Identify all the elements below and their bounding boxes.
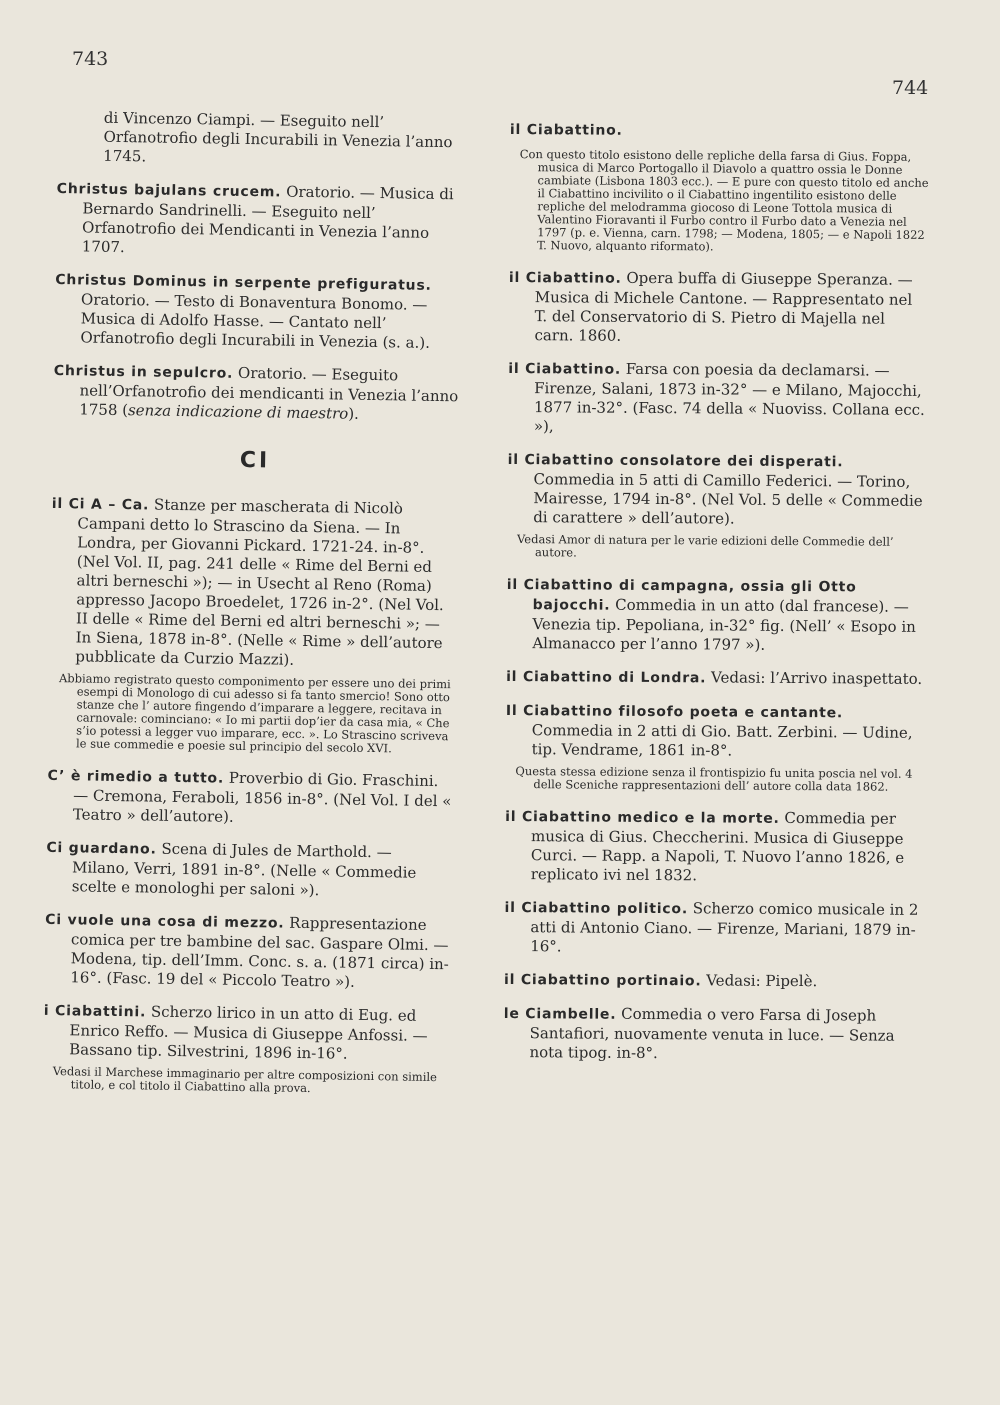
entry-text: Oratorio. — Testo di Bonaventura Bonomo. — Musica di Adolfo Hasse. — Cantato nell’ Orfanotrofio degli Incurabili in Venezia (s. a.). [80, 290, 431, 352]
entry-text: Commedia o vero Farsa di Joseph Santafiori, nuovamente venuta in luce. — Senza nota tipog. in-8°. [529, 1004, 895, 1063]
entry-ciabattino-1 [510, 120, 930, 143]
entry-headword: le Ciambelle. [503, 1005, 617, 1023]
entry-headword: il Ciabattino consolatore dei disperati. [507, 451, 844, 471]
entry-headword: i Ciabattini. [43, 1002, 147, 1021]
entry-ci-guardano [46, 838, 452, 902]
entry-rimedio [47, 766, 453, 830]
entry-ciabattino-consolatore [507, 450, 928, 530]
entry-text: Proverbio di Gio. Fraschini. — Cremona, Feraboli, 1856 in-8°. (Nel Vol. I del « Teatro » dell’autore). [72, 768, 452, 826]
entry-tail: ). [348, 404, 360, 423]
entry-text: di Vincenzo Ciampi. — Eseguito nell’ Orfanotrofio degli Incurabili in Venezia l’anno 1745. [103, 108, 453, 166]
entry-ciabattino-londra [506, 667, 926, 690]
entry-headword: il Ciabattino politico. [504, 899, 689, 918]
entry-ciambelle [503, 1004, 923, 1065]
entry-ciabattino-campagna [506, 575, 927, 656]
entry-ci-a-ca [49, 494, 457, 672]
right-column [503, 120, 930, 1079]
entry-headword: il Ci A – Ca. [51, 495, 150, 514]
entry-ciabattino-2 [508, 268, 929, 348]
entry-text: Commedia in 2 atti di Gio. Batt. Zerbini. — Udine, tip. Vendrame, 1861 in-8°. [531, 721, 913, 760]
entry-note: Vedasi il Marchese immaginario per altre composizioni con simile titolo, e col titolo il Ciabattino alla prova. [52, 1064, 438, 1096]
entry-note: Vedasi Amor di natura per le varie edizioni delle Commedie dell’ autore. [517, 532, 894, 560]
entry-headword: Ci vuole una cosa di mezzo. [45, 911, 285, 932]
entry-note: Abbiamo registrato questo componimento per essere uno dei primi esempi di Monologo di cui adesso si fa tanto smercio! Sono otto stanze che l’ autore fingendo d’imparare a leggere, recitava in carnovale: cominciano: « Io mi partii dop’ier da casa mia, « Che s’io potessi a legger vuo imparare, ecc. ». Lo Strascino scriveva le sue commedie e poesie sul principio del secolo XVI. [58, 671, 451, 756]
entry-text: Scena di Jules de Marthold. — Milano, Verri, 1891 in-8°. (Nelle « Commedie scelte e monologhi per saloni »). [71, 839, 417, 900]
page-number-right: 744 [892, 77, 929, 99]
entry-headword: Christus Dominus in serpente prefiguratus. [55, 271, 432, 294]
entry-text: Farsa con poesia da declamarsi. — Firenze, Salani, 1873 in-32° — e Milano, Majocchi, 1877 in-32°. (Fasc. 74 della « Nuoviss. Collana ecc. »), [533, 359, 925, 436]
entry-text: Commedia in un atto (dal francese). — Venezia tip. Pepoliana, in-32° fig. (Nell’ « Esopo in Almanacco per l’anno 1797 »). [532, 595, 916, 654]
entry-headword: il Ciabattino di campagna, ossia gli Otto bajocchi. [506, 576, 857, 614]
entry-text: Opera buffa di Giuseppe Speranza. — Musica di Michele Cantone. — Rappresentato nel T. del Conservatorio di S. Pietro di Majella nel carn. 1860. [534, 268, 913, 345]
entry-text: Oratorio. — Musica di Bernardo Sandrinelli. — Eseguito nell’ Orfanotrofio dei Mendicanti in Venezia l’anno 1707. [81, 182, 454, 257]
entry-headword: il Ciabattino portinaio. [503, 971, 702, 990]
entry-headword: il Ciabattino. [508, 269, 622, 287]
entry-headword: Christus bajulans crucem. [56, 180, 282, 201]
entry-ciabattino-portinaio [504, 970, 924, 993]
entry-text: Scherzo comico musicale in 2 atti di Antonio Ciano. — Firenze, Mariani, 1879 in-16°. [530, 899, 919, 956]
entry-text: Vedasi: l’Arrivo inaspettato. [706, 668, 923, 688]
entry-ciabattini [43, 1001, 449, 1065]
entry-text: Rappresentazione comica per tre bambine del sac. Gaspare Olmi. — Modena, tip. dell’Imm. Conc. s. a. (1871 circa) in-16°. (Fasc. 19 del « Piccolo Teatro »). [70, 913, 449, 991]
entry-text: Oratorio. — Eseguito nell’Orfanotrofio dei mendicanti in Venezia l’anno 1758 ( [79, 363, 459, 420]
entry-christus-sepulcro [53, 361, 459, 425]
entry-ciabattino-politico [504, 898, 924, 959]
entry-headword: il Ciabattino. [509, 121, 623, 139]
entry-headword: C’ è rimedio a tutto. [47, 767, 225, 787]
entry-ciabattino-medico [505, 807, 926, 887]
entry-text: Scherzo lirico in un atto di Eug. ed Enrico Reffo. — Musica di Giuseppe Anfossi. — Bassano tip. Silvestrini, 1896 in-16°. [69, 1002, 428, 1063]
entry-italic: senza indicazione di maestro [127, 401, 349, 423]
entry-headword: Ci guardano. [46, 839, 157, 858]
entry-ciabattino-filosofo [506, 701, 926, 762]
page-number-left: 743 [72, 48, 109, 70]
section-heading: CI [239, 447, 271, 474]
entry-text: Commedia in 5 atti di Camillo Federici. — Torino, Mairesse, 1794 in-8°. (Nel Vol. 5 delle « Commedie di carattere » dell’autore). [533, 470, 923, 528]
entry-text: Vedasi: Pipelè. [701, 971, 818, 991]
entry-note: Con questo titolo esistono delle repliche della farsa di Gius. Foppa, musica di Marco Portogallo il Diavolo a quattro ossia le Donne cambiate (Lisbona 1803 ecc.). — E pure con questo titolo ed anche il Ciabattino incivilito o il Ciabattino ingentilito esistono delle repliche del melodramma giocoso di Leone Tottola musica di Valentino Fioravanti il Furbo contro il Furbo dato a Venezia nel 1797 (p. e. Vienna, carn. 1798; — Modena, 1805; — e Napoli 1822 T. Nuovo, alquanto riformato). [519, 147, 929, 254]
entry-headword: il Ciabattino. [508, 360, 622, 378]
entry-christus-bajulans [56, 179, 462, 262]
entry-text: Commedia per musica di Gius. Checcherini. Musica di Giuseppe Curci. — Rapp. a Napoli, T. Nuovo l’anno 1826, e replicato ivi nel 1832. [530, 808, 905, 885]
entry-continuation [57, 108, 463, 171]
entry-headword: il Ciabattino medico e la morte. [505, 808, 780, 827]
entry-headword: Christus in sepulcro. [53, 362, 234, 382]
entry-ci-vuole [44, 910, 450, 993]
entry-text: Stanze per mascherata di Nicolò Campani detto lo Strascino da Siena. — In Londra, per Giovanni Pickard. 1721-24. in-8°. (Nel Vol. II, pag. 241 delle « Rime del Berni ed altri berneschi »); — in Usecht al Reno (Roma) appresso Jacopo Broedelet, 1726 in-2°. (Nel Vol. II delle « Rime del Berni ed altri berneschi »; — In Siena, 1878 in-8°. (Nelle « Rime » dell’autore pubblicate da Curzio Mazzi). [75, 495, 444, 669]
entry-headword: il Ciabattino di Londra. [506, 668, 707, 687]
entry-christus-dominus [54, 270, 460, 353]
entry-ciabattino-3 [508, 359, 929, 439]
entry-headword: Il Ciabattino filosofo poeta e cantante. [505, 702, 844, 722]
entry-note: Questa stessa edizione senza il frontispizio fu unita poscia nel vol. 4 delle Sceniche rappresentazioni dell’ autore colla data 1862. [515, 764, 913, 794]
left-column [42, 108, 463, 1113]
